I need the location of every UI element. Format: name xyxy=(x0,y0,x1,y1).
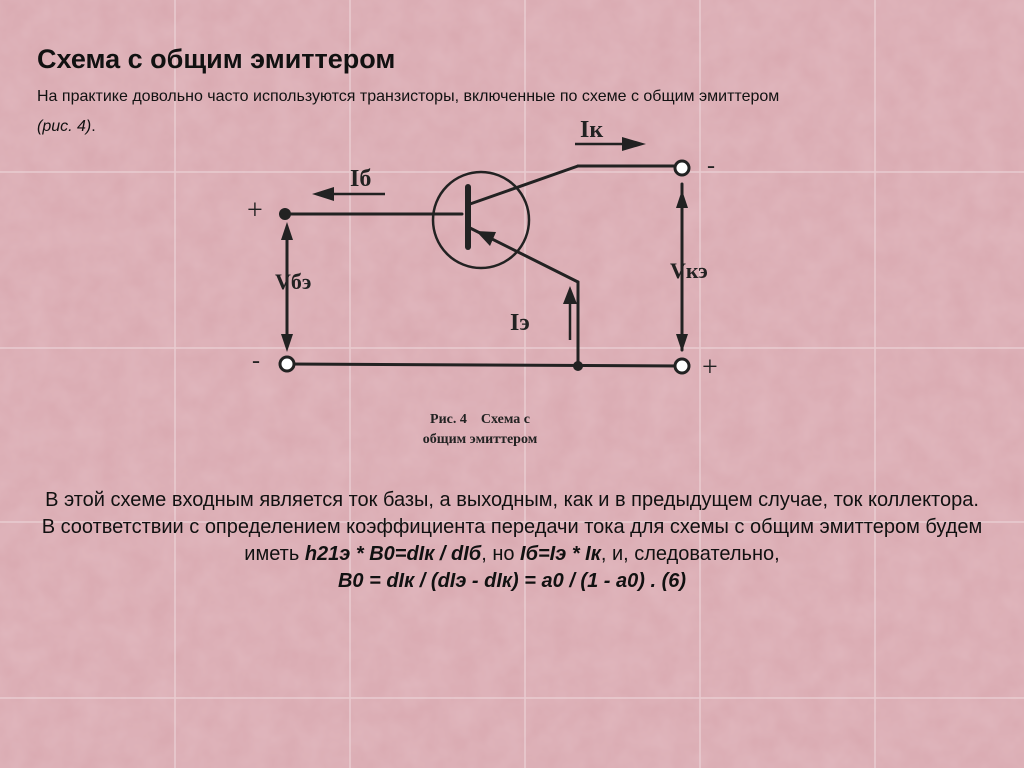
intro-text: На практике довольно часто используются транзисторы, включенные по схеме с общим эмиттером xyxy=(37,88,780,105)
emitter-junction xyxy=(573,361,583,371)
intro-end: . xyxy=(91,118,96,135)
emitter-arrow xyxy=(476,231,496,246)
plus-right-label: + xyxy=(702,352,718,383)
caption-line-1: Рис. 4 Схема с xyxy=(430,412,530,427)
vke-label: Vкэ xyxy=(670,258,708,283)
body-text-3: , и, следовательно, xyxy=(600,543,780,565)
transistor-body xyxy=(433,172,529,268)
plus-left-label: + xyxy=(247,195,263,226)
ie-label: Iэ xyxy=(510,310,530,336)
formula-h21e: h21э * B0=dIк / dIб xyxy=(304,543,482,565)
caption-line-2: общим эмиттером xyxy=(422,432,538,447)
common-rail xyxy=(287,364,682,366)
body-text-1: В этой схеме входным является ток базы, а выходным, как и в предыдущем случае, ток коллектора. В соответствии с определением коэффициента передачи тока для схемы с общим эмиттером будем иметь xyxy=(41,489,983,565)
ik-arrow-head xyxy=(622,137,646,151)
formula-ib: Iб=Iэ * Iк xyxy=(520,543,601,565)
minus-left-label: - xyxy=(252,348,260,374)
formula-b0: B0 = dIк / (dIэ - dIк) = a0 / (1 - a0) . (6) xyxy=(337,570,687,592)
emitter-right-terminal xyxy=(675,359,689,373)
ib-arrow-head xyxy=(312,187,334,201)
minus-right-label: - xyxy=(707,153,715,179)
page-title: Схема с общим эмиттером xyxy=(37,44,396,74)
explanation-paragraph xyxy=(40,487,984,595)
vbe-arrow-down xyxy=(281,334,293,352)
vbe-arrow-up xyxy=(281,222,293,240)
ie-arrow-head xyxy=(563,286,577,304)
vbe-label: Vбэ xyxy=(275,269,312,294)
figure-caption xyxy=(370,410,590,450)
ik-label: Iк xyxy=(580,117,604,143)
collector-terminal xyxy=(675,161,689,175)
base-terminal xyxy=(279,208,291,220)
figure-reference: (рис. 4) xyxy=(37,118,92,135)
emitter-left-terminal xyxy=(280,357,294,371)
vke-arrow-down xyxy=(676,334,688,352)
vke-arrow-up xyxy=(676,190,688,208)
ib-label: Iб xyxy=(350,166,372,192)
body-text-2: , но xyxy=(481,543,521,565)
